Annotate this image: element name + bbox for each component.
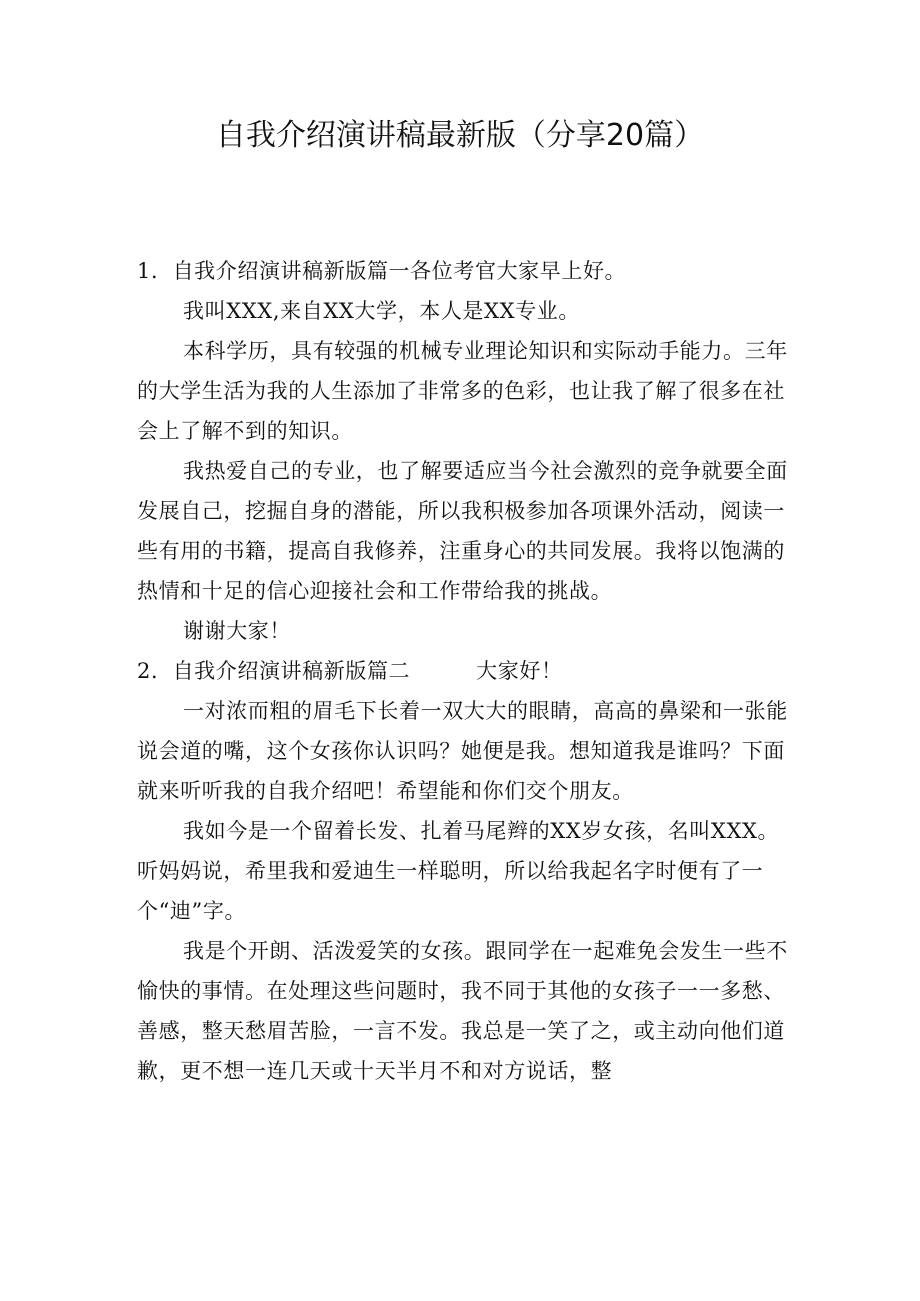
document-title: 自我介绍演讲稿最新版（分享20篇） (215, 118, 705, 153)
paragraph: 谢谢大家！ (183, 619, 291, 643)
paragraph: 我如今是一个留着长发、扎着马尾辫的XX岁女孩，名叫XXX。听妈妈说，希里我和爱迪生一样聪明，所以给我起名字时便有了一个“迪”字。 (137, 819, 780, 923)
section-heading-text: 自我介绍演讲稿新版篇一各位考官大家早上好。 (172, 259, 627, 283)
paragraph: 我热爱自己的专业，也了解要适应当今社会激烈的竞争就要全面发展自己，挖掘自身的潜能，所以我积极参加各项课外活动，阅读一些有用的书籍，提高自我修养，注重身心的共同发展。我将以饱满的热情和十足的信心迎接社会和工作带给我的挑战。 (137, 459, 788, 603)
section-number: 2． (137, 659, 173, 683)
document-body (137, 251, 797, 1091)
section-number: 1． (137, 259, 173, 283)
paragraph: 我叫XXX,来自XX大学，本人是XX专业。 (183, 299, 580, 323)
paragraph: 我是个开朗、活泼爱笑的女孩。跟同学在一起难免会发生一些不愉快的事情。在处理这些问题时，我不同于其他的女孩子一一多愁、善感，整天愁眉苦脸，一言不发。我总是一笑了之，或主动向他们道歉，更不想一连几天或十天半月不和对方说话，整 (137, 939, 788, 1083)
section-greeting: 大家好！ (476, 659, 563, 683)
section-heading-text: 自我介绍演讲稿新版篇二 (172, 659, 411, 683)
paragraph: 一对浓而粗的眉毛下长着一双大大的眼睛，高高的鼻梁和一张能说会道的嘴，这个女孩你认识吗？她便是我。想知道我是谁吗？下面就来听听我的自我介绍吧！希望能和你们交个朋友。 (137, 699, 788, 803)
paragraph: 本科学历，具有较强的机械专业理论知识和实际动手能力。三年的大学生活为我的人生添加了非常多的色彩，也让我了解了很多在社会上了解不到的知识。 (137, 339, 788, 443)
section-heading-1 (137, 251, 797, 291)
section-heading-2 (137, 651, 797, 691)
